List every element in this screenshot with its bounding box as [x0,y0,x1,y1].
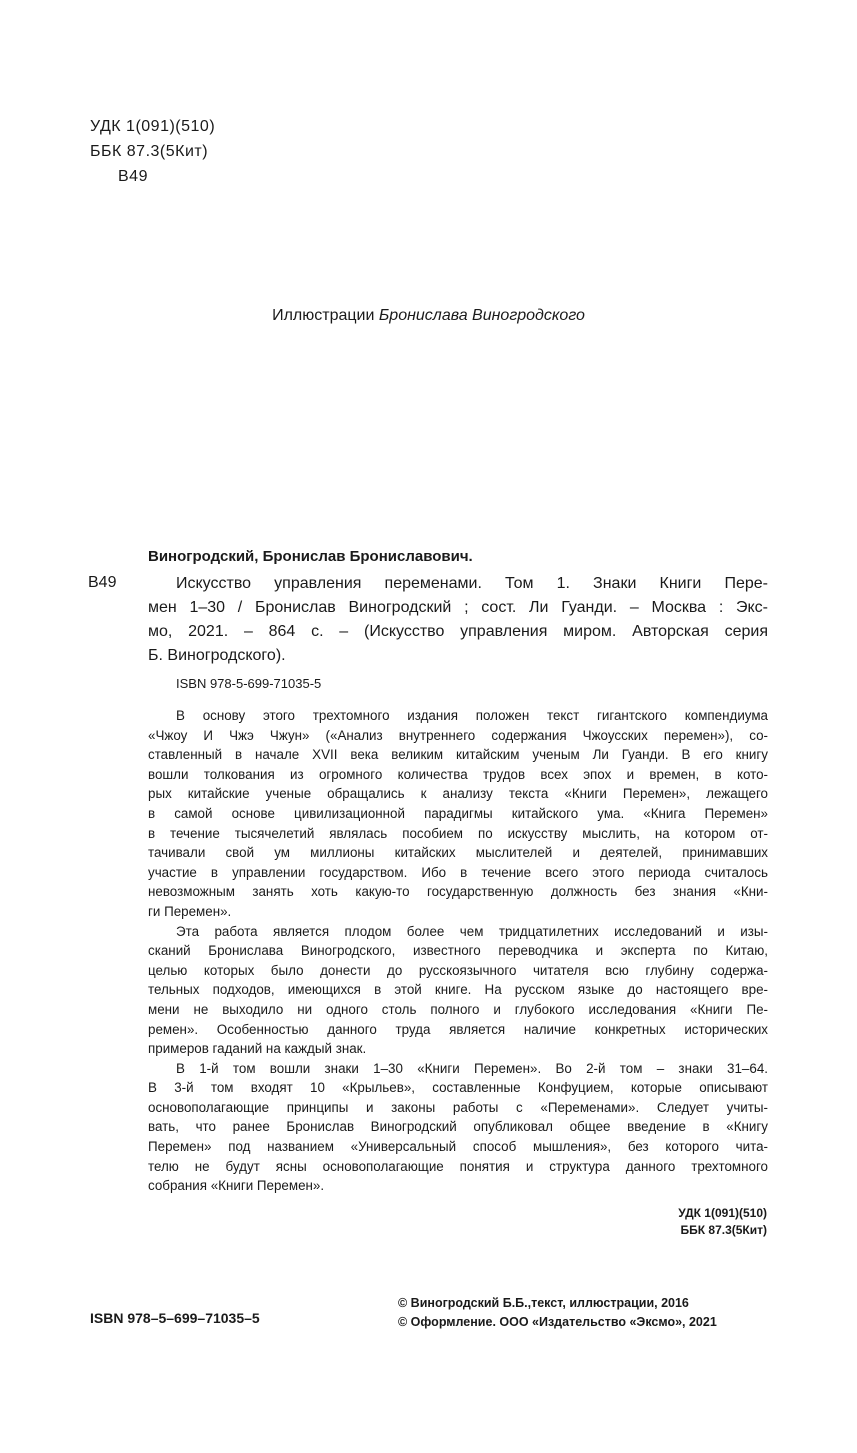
annotation-line: рых китайские ученые обращались к анализу текста «Книги Перемен», лежащего [148,786,768,802]
annotation-line: невозможным занять хоть какую-то государственную должность без знания «Кни- [148,884,768,900]
illustrations-credit [0,307,857,325]
annotation-line: Перемен» под названием «Универсальный способ мышления», без которого чита- [148,1139,768,1155]
annotation-line: ставленный в начале XVII века великим китайским ученым Ли Гуанди. В его книгу [148,747,768,763]
annotation-line: тачивали свой ум миллионы китайских мыслителей и деятелей, принимавших [148,845,768,861]
copyright [398,1294,717,1332]
bottom-bbk: ББК 87.3(5Кит) [680,1223,767,1237]
bottom-udk: УДК 1(091)(510) [678,1206,767,1220]
annotation-line: сканий Бронислава Виногродского, известного переводчика и эксперта по Китаю, [148,943,768,959]
annotation [148,706,768,1196]
biblio-line: мо, 2021. – 864 с. – (Искусство управления миром. Авторская серия [148,623,768,640]
bibliographic-description [148,572,768,668]
bottom-codes [678,1205,767,1239]
annotation-line: Эта работа является плодом более чем тридцатилетних исследований и изы- [176,923,768,939]
annotation-line: в самой основе цивилизационной парадигмы китайского ума. «Книга Перемен» [148,805,768,821]
annotation-line: мени не выходило ни одного столь полного и глубокого исследования «Книги Пе- [148,1001,768,1017]
annotation-line: В 1-й том вошли знаки 1–30 «Книги Перемен». Во 2-й том – знаки 31–64. [176,1060,768,1076]
annotation-line: собрания «Книги Перемен». [148,1178,325,1194]
illustrations-prefix: Иллюстрации [272,307,375,324]
copyright-design: © Оформление. ООО «Издательство «Эксмо», 2021 [398,1315,717,1329]
entry-mark: В49 [88,574,117,591]
annotation-line: примеров гаданий на каждый знак. [148,1041,367,1057]
bbk-code: ББК 87.3(5Кит) [90,143,209,160]
biblio-line: мен 1–30 / Бронислав Виногродский ; сост. Ли Гуанди. – Москва : Экс- [148,599,768,616]
classification-codes [90,114,215,189]
biblio-line: Б. Виногродского). [148,647,286,664]
biblio-line: Искусство управления переменами. Том 1. Знаки Книги Пере- [176,575,768,592]
annotation-line: «Чжоу И Чжэ Чжун» («Анализ внутреннего содержания Чжоусских перемен»), со- [148,727,768,743]
author-mark: В49 [118,168,148,185]
annotation-line: телю не будут ясны основополагающие понятия и структура данного трехтомного [148,1158,768,1174]
annotation-line: основополагающие принципы и законы работы с «Переменами». Следует учиты- [148,1099,768,1115]
bottom-isbn: ISBN 978–5–699–71035–5 [90,1310,260,1326]
annotation-line: вошли толкования из огромного количества трудов всех эпох и времен, в кото- [148,766,768,782]
entry-author: Виногродский, Бронислав Брониславович. [148,548,473,565]
illustrator-name: Бронислава Виногродского [378,307,585,324]
annotation-line: В 3-й том входят 10 «Крыльев», составленные Конфуцием, которые описывают [148,1080,768,1096]
entry-isbn: ISBN 978-5-699-71035-5 [176,676,322,691]
udk-code: УДК 1(091)(510) [90,118,216,135]
copyright-text: © Виногродский Б.Б.,текст, иллюстрации, 2016 [398,1296,689,1310]
annotation-line: ремен». Особенностью данного труда является наличие конкретных исторических [148,1021,768,1037]
annotation-line: тельных подходов, имеющихся в этой книге. На русском языке до настоящего вре- [148,982,768,998]
annotation-line: целью которых было донести до русскоязычного читателя всю глубину содержа- [148,962,768,978]
annotation-line: ги Перемен». [148,903,232,919]
annotation-line: в течение тысячелетий являлась пособием по искусству мыслить, на котором от- [148,825,768,841]
annotation-line: В основу этого трехтомного издания положен текст гигантского компендиума [176,708,768,723]
annotation-line: вать, что ранее Бронислав Виногродский опубликовал общее введение в «Книгу [148,1119,768,1135]
annotation-line: участие в управлении государством. Ибо в течение всего этого периода считалось [148,864,768,880]
